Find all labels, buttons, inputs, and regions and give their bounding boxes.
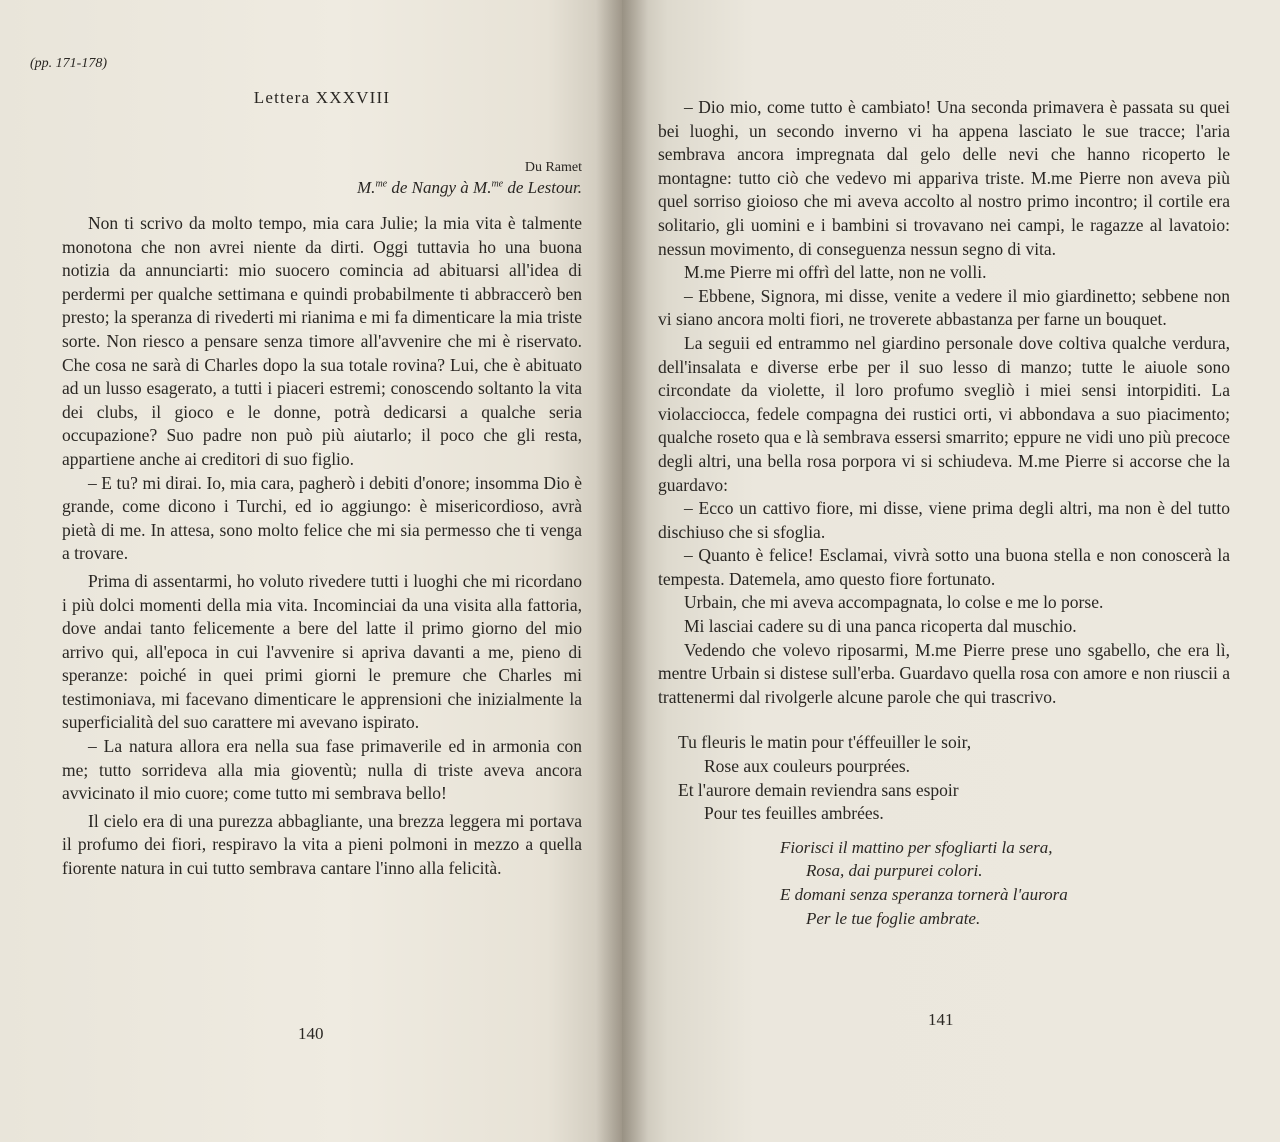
letter-correspondents [62,178,582,198]
poem-line: Fiorisci il mattino per sfogliarti la sera, [780,837,1053,857]
paragraph: – Ebbene, Signora, mi disse, venite a vedere il mio giardinetto; sebbene non vi siano ancora molti fiori, ne troverete abbastanza per farne un bouquet. [658,285,1230,330]
paragraph: Urbain, che mi aveva accompagnata, lo colse e me lo porse. [684,592,1104,613]
paragraph: Il cielo era di una purezza abbagliante, una brezza leggera mi portava il profumo dei fiori, respiravo la vita a pieni polmoni in mezzo a quella fiorente natura in cui tutto sembrava cantare l'inno alla felicità. [62,810,582,879]
poem-line: Per le tue foglie ambrate. [806,908,981,928]
correspondents-part: de Lestour. [503,178,582,197]
page-reference: (pp. 171-178) [30,56,107,71]
right-page [622,0,1280,1142]
letter-place: Du Ramet [524,160,582,175]
paragraph: – Dio mio, come tutto è cambiato! Una seconda primavera è passata su quei bei luoghi, un secondo inverno vi ha appena lasciato le sue tracce; l'aria sembrava ancora impregnata dal gelo delle nevi che hanno ricoperto le montagne: tutto ciò che vedevo mi appariva triste. M.me Pierre non aveva più quel sorriso gioioso che mi aveva accolto al nostro primo incontro; il cortile era solitario, gli uomini e i bambini si trovavano nei campi, le ragazze al lavatoio: nessun movimento, di conseguenza nessun segno di vita. [658,97,1230,259]
paragraph: – La natura allora era nella sua fase primaverile ed in armonia con me; tutto sorrideva alla mia gioventù; nulla di triste aveva ancora avvicinato il mio cuore; come tutto mi sembrava bello! [62,736,582,804]
paragraph: La seguii ed entrammo nel giardino personale dove coltiva qualche verdura, dell'insalata e diverse erbe per il suo lesso di manzo; tutte le aiuole sono circondate da violette, il loro profumo svegliò i miei sensi intorpiditi. La violacciocca, fedele compagna dei rustici orti, vi abbondava a suo piacimento; qualche roseto qua e là sembrava essersi smarrito; eppure ne vidi uno più precoce degli altri, una bella rosa porpora vi si schiudeva. M.me Pierre si accorse che la guardavo: [658,332,1230,495]
poem-line: Et l'aurore demain reviendra sans espoir [678,779,959,800]
poem-line: Rosa, dai purpurei colori. [806,861,983,881]
correspondents-sup: me [491,178,504,190]
correspondents-sup: me [375,178,388,190]
paragraph: Non ti scrivo da molto tempo, mia cara Julie; la mia vita è talmente monotona che non avrei niente da dirti. Oggi tuttavia ho una buona notizia da annunciarti: mio suocero comincia ad abituarsi all'idea di perdermi per qualche settimana e quindi probabilmente ti abbraccerò ben presto; la speranza di rivederti mi rianima e mi fa dimenticare la mia triste sorte. Non riesco a pensare senza timore all'avvenire che mi è riservato. Che cosa ne sarà di Charles dopo la sua totale rovina? Lui, che è abituato ad un lusso esagerato, a tutti i piaceri estremi; conoscendo soltanto la vita dei clubs, il gioco e le donne, potrà dedicarsi a qualche seria occupazione? Suo padre non può più aiutarlo; il poco che gli resta, appartiene anche ai creditori di suo figlio. [62,213,582,469]
paragraph: Vedendo che volevo riposarmi, M.me Pierre prese uno sgabello, che era lì, mentre Urbain si distese sull'erba. Guardavo quella rosa con amore e non riuscii a trattenermi dal rivolgerle alcune parole che qui trascrivo. [658,639,1230,707]
correspondents-part: de Nangy à M. [387,178,492,197]
french-poem [678,731,1230,825]
paragraph: – Ecco un cattivo fiore, mi disse, viene prima degli altri, ma non è del tutto dischiuso che si sfoglia. [658,498,1230,542]
italian-poem [780,836,1230,930]
paragraph: M.me Pierre mi offrì del latte, non ne volli. [684,262,987,283]
book-gutter [596,0,648,1142]
paragraph: – Quanto è felice! Esclamai, vivrà sotto una buona stella e non conoscerà la tempesta. Datemela, amo questo fiore fortunato. [658,545,1230,589]
page-number: 140 [298,1024,324,1043]
letter-heading: Lettera XXXVIII [253,88,391,107]
poem-line: Pour tes feuilles ambrées. [704,803,884,824]
paragraph: – E tu? mi dirai. Io, mia cara, pagherò i debiti d'onore; insomma Dio è grande, come dicono i Turchi, ed io aggiungo: è misericordioso, avrà pietà di me. In attesa, sono molto felice che mi sia permesso che ti venga a trovare. [62,472,582,564]
correspondents-part: M. [357,178,376,197]
page-number: 141 [928,1010,954,1029]
paragraph: Prima di assentarmi, ho voluto rivedere tutti i luoghi che mi ricordano i più dolci momenti della mia vita. Incominciai da una visita alla fattoria, dove andai tanto felicemente a bere del latte il primo giorno del mio arrivo qui, all'epoca in cui l'avvenire si apriva davanti a me, pieno di speranze: poiché in quei primi giorni le premure che Charles mi testimoniava, mi facevano dimenticare le apprensioni che inizialmente la superficialità del suo carattere mi avevano ispirato. [62,570,582,733]
paragraph: Mi lasciai cadere su di una panca ricoperta dal muschio. [684,616,1077,637]
poem-line: E domani senza speranza tornerà l'aurora [780,885,1068,904]
poem-line: Tu fleuris le matin pour t'éffeuiller le soir, [678,732,972,753]
poem-line: Rose aux couleurs pourprées. [704,756,911,777]
left-page [0,0,622,1142]
